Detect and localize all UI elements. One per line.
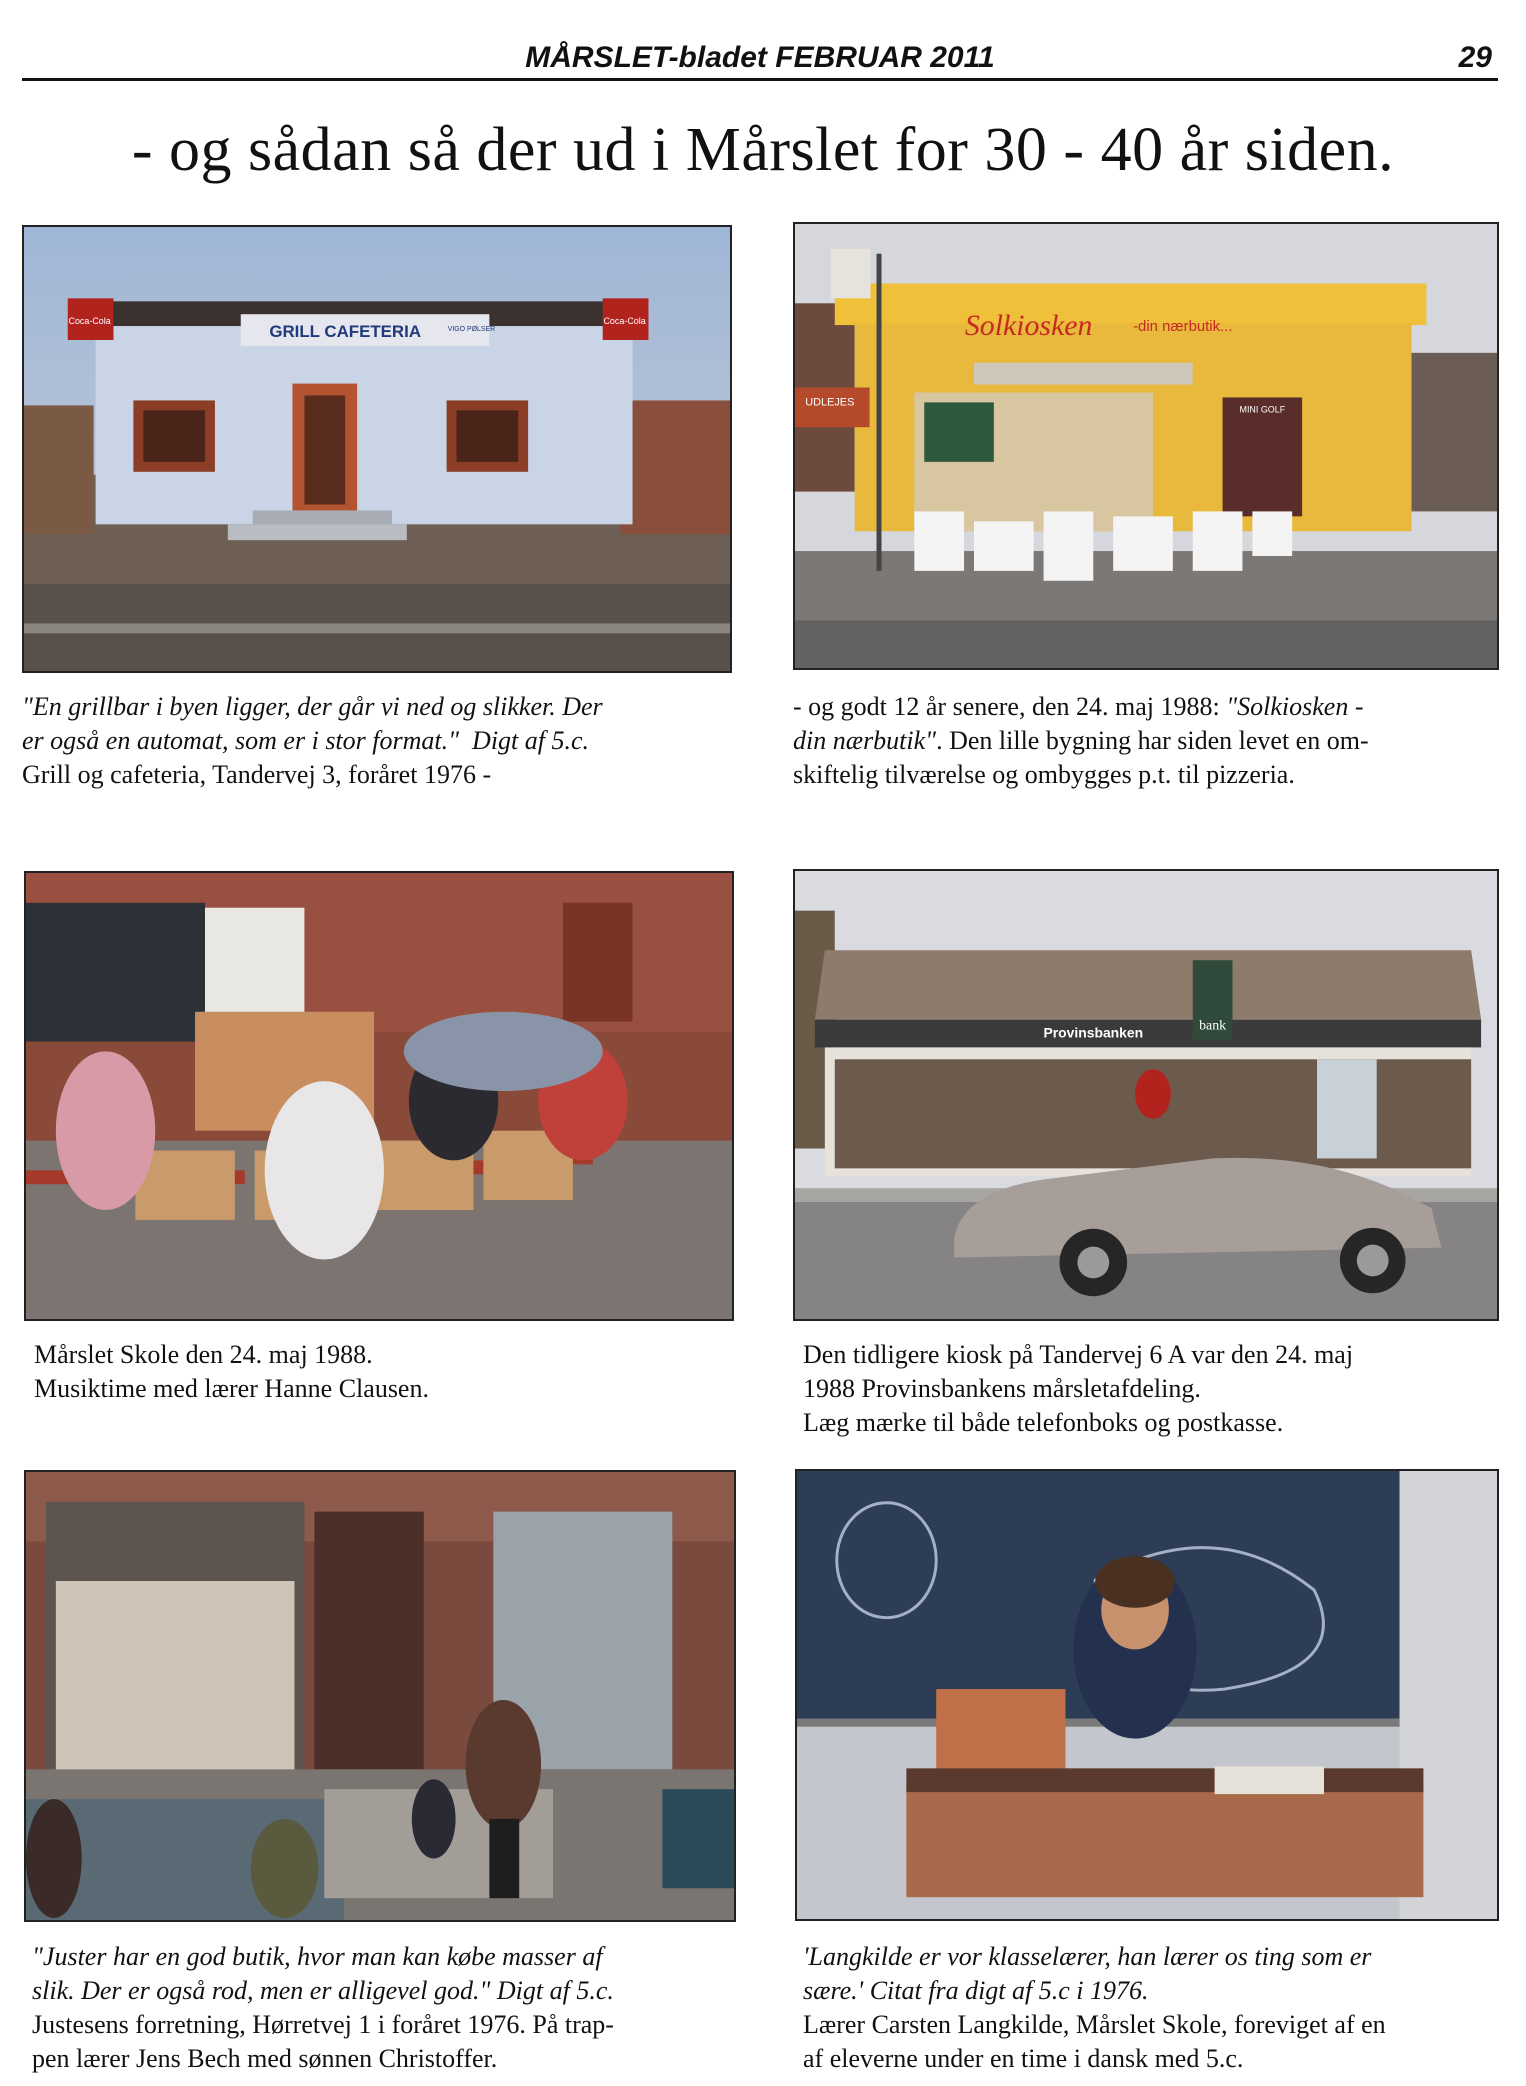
coca-cola-sign-left: Coca-Cola [68, 316, 111, 327]
caption-text: 1988 Provinsbankens mårsletafdeling. [803, 1374, 1201, 1403]
grill-cafeteria-sign: GRILL CAFETERIA [269, 322, 422, 342]
photo-music-class [24, 871, 734, 1321]
caption-quote-credit: Digt af 5.c. [472, 726, 590, 755]
caption-text: Læg mærke til både telefonboks og postkasse. [803, 1408, 1284, 1437]
photo-teacher-langkilde [795, 1469, 1499, 1921]
photo-solkiosken [793, 222, 1499, 670]
solkiosken-sign: Solkiosken [964, 309, 1093, 342]
page-header [22, 40, 1498, 78]
caption-text: Musiktime med lærer Hanne Clausen. [34, 1374, 429, 1403]
caption-text: Lærer Carsten Langkilde, Mårslet Skole, foreviget af en [803, 2010, 1386, 2039]
coca-cola-sign-right: Coca-Cola [603, 316, 646, 327]
caption-solkiosken [793, 690, 1499, 792]
header-rule [22, 78, 1498, 81]
provinsbanken-sign: Provinsbanken [1043, 1024, 1144, 1041]
caption-quote-line: "En grillbar i byen ligger, der går vi ned og slikker. Der [22, 692, 603, 721]
caption-music-class [34, 1338, 724, 1406]
caption-quote-line: er også en automat, som er i stor format." [22, 726, 460, 755]
caption-text: . Den lille bygning har siden levet en om- [936, 726, 1369, 755]
caption-quote-line: sære.' Citat fra digt af 5.c i 1976. [803, 1976, 1149, 2005]
caption-text: af eleverne under en time i dansk med 5.c. [803, 2044, 1244, 2073]
caption-quote-line: 'Langkilde er vor klasselærer, han lærer os ting som er [803, 1942, 1372, 1971]
page-title: - og sådan så der ud i Mårslet for 30 - 40 år siden. [131, 116, 1395, 184]
caption-provinsbanken [803, 1338, 1493, 1440]
photo-justesens-shop [24, 1470, 736, 1922]
masthead: MÅRSLET-bladet FEBRUAR 2011 [525, 41, 995, 74]
caption-justesens-shop [32, 1940, 732, 2076]
caption-text: - og godt 12 år senere, den 24. maj 1988: [793, 692, 1227, 721]
caption-quote: din nærbutik" [793, 726, 937, 755]
caption-grill-cafeteria [22, 690, 732, 792]
caption-text: pen lærer Jens Bech med sønnen Christoffer. [32, 2044, 498, 2073]
caption-text: Justesens forretning, Hørretvej 1 i foråret 1976. På trap- [32, 2010, 614, 2039]
page-number: 29 [1458, 41, 1492, 74]
vigo-sign: VIGO PØLSER [447, 326, 496, 334]
caption-text: Mårslet Skole den 24. maj 1988. [34, 1340, 373, 1369]
caption-quote: "Solkiosken - [1226, 692, 1364, 721]
caption-teacher-langkilde [803, 1940, 1499, 2076]
caption-quote-line: slik. Der er også rod, men er alligevel god." [32, 1976, 491, 2005]
caption-quote-line: "Juster har en god butik, hvor man kan købe masser af [32, 1942, 603, 1971]
minigolf-sign: MINI GOLF [1239, 404, 1286, 415]
photo-grill-cafeteria [22, 225, 732, 673]
caption-description: Grill og cafeteria, Tandervej 3, foråret 1976 - [22, 760, 492, 789]
caption-text: skiftelig tilværelse og ombygges p.t. til pizzeria. [793, 760, 1295, 789]
din-naerbutik-sign: -din nærbutik... [1133, 319, 1233, 336]
bank-tower-sign: bank [1199, 1018, 1227, 1034]
caption-text: Den tidligere kiosk på Tandervej 6 A var den 24. maj [803, 1340, 1354, 1369]
udlejes-sign: UDLEJES [805, 396, 855, 409]
photo-provinsbanken [793, 869, 1499, 1321]
caption-quote-credit: Digt af 5.c. [496, 1976, 614, 2005]
